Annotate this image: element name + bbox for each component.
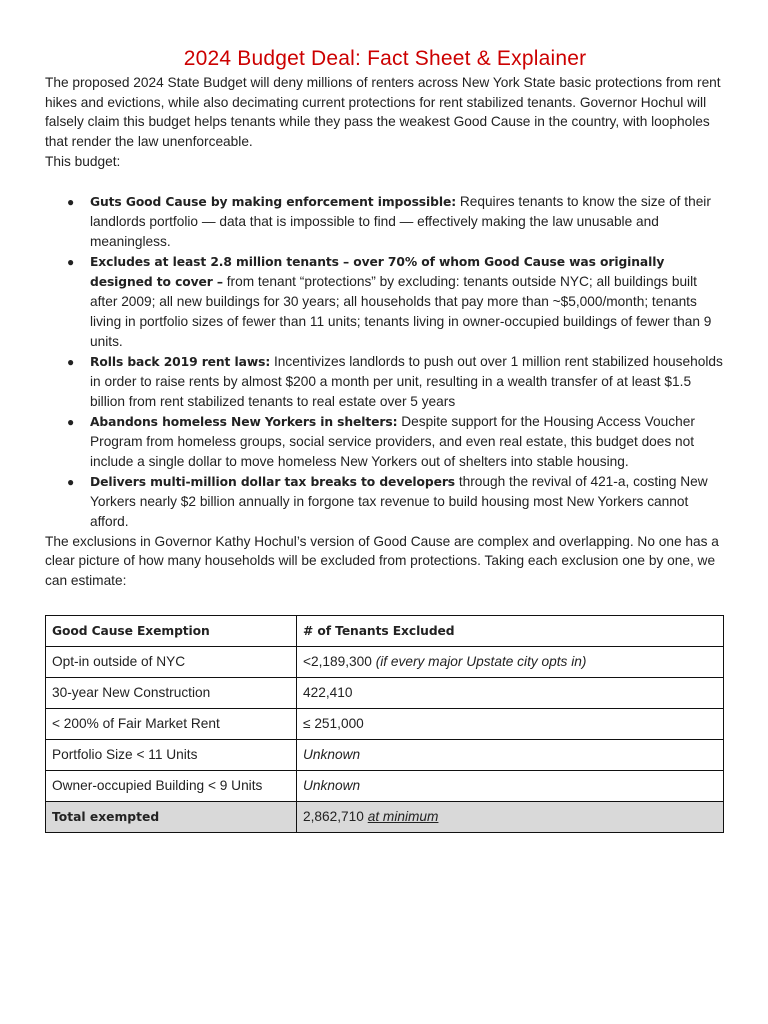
budget-impacts-list: [45, 192, 725, 532]
table-header-row: [46, 615, 724, 646]
total-value-cell: [297, 801, 724, 832]
fact-sheet-page: [45, 0, 725, 833]
tenants-excluded-cell: 422,410: [297, 677, 724, 708]
list-item: [45, 412, 725, 472]
bullet-icon: ●: [67, 474, 75, 489]
exemption-cell: < 200% of Fair Market Rent: [46, 708, 297, 739]
bullet-icon: ●: [67, 254, 75, 269]
table-row: [46, 708, 724, 739]
bullet-text: through the revival of 421-a, costing New Yorkers nearly $2 billion annually in forgone tax revenue to build housing most New Yorkers cannot afford.: [90, 473, 708, 529]
total-value: 2,862,710: [303, 809, 364, 825]
bullet-text: Incentivizes landlords to push out over 1 million rent stabilized households in order to raise rents by almost $200 a month per unit, resulting in a wealth transfer of at least $1.5 billion from rent stabilized tenants to real estate over 5 years: [90, 353, 723, 409]
total-note: at minimum: [367, 809, 439, 825]
bullet-heading: Abandons homeless New Yorkers in shelters:: [90, 414, 398, 429]
table-row: [46, 739, 724, 770]
column-header-tenants: # of Tenants Excluded: [297, 615, 724, 646]
tenants-value: <2,189,300: [303, 654, 372, 670]
intro-paragraph: The proposed 2024 State Budget will deny millions of renters across New York State basic protections from rent hikes and evictions, while also decimating current protections for rent stabilized tenants. Governor Hochul will falsely claim this budget helps tenants while they pass the weakest Good Cause in the country, with loopholes that render the law unenforceable.: [45, 75, 721, 150]
table-row: [46, 770, 724, 801]
bullet-heading: Rolls back 2019 rent laws:: [90, 354, 271, 369]
tenants-excluded-cell: Unknown: [297, 770, 724, 801]
table-total-row: [46, 801, 724, 832]
bullet-heading: Guts Good Cause by making enforcement impossible:: [90, 194, 457, 209]
table-row: [46, 646, 724, 677]
bullet-text: Despite support for the Housing Access Voucher Program from homeless groups, social service providers, and even real estate, this budget does not include a single dollar to move homeless New Yorkers out of shelters into stable housing.: [90, 413, 695, 469]
total-label-cell: Total exempted: [46, 801, 297, 832]
bullet-icon: ●: [67, 414, 75, 429]
bullet-heading: Delivers multi-million dollar tax breaks to developers: [90, 474, 456, 489]
page-title: 2024 Budget Deal: Fact Sheet & Explainer: [183, 47, 587, 70]
column-header-exemption: Good Cause Exemption: [46, 615, 297, 646]
lead-in: This budget:: [45, 153, 121, 169]
bullet-text: from tenant “protections” by excluding: tenants outside NYC; all buildings built after 2009; all new buildings for 30 years; all households that pay more than ~$5,000/month; tenants living in portfolio sizes of fewer than 11 units; tenants living in owner-occupied buildings of fewer than 9 units.: [90, 273, 712, 349]
bullet-heading: Excludes at least 2.8 million tenants – over 70% of whom Good Cause was originally designed to cover –: [90, 254, 665, 289]
exemption-cell: Portfolio Size < 11 Units: [46, 739, 297, 770]
list-item: [45, 192, 725, 252]
list-item: [45, 472, 725, 532]
list-item: [45, 352, 725, 412]
exemption-cell: 30-year New Construction: [46, 677, 297, 708]
exemption-cell: Owner-occupied Building < 9 Units: [46, 770, 297, 801]
tenants-excluded-cell: Unknown: [297, 739, 724, 770]
list-item: [45, 252, 725, 352]
bullet-text: Requires tenants to know the size of their landlords portfolio — data that is impossible to find — effectively making the law unusable and meaningless.: [90, 193, 711, 249]
tenants-excluded-cell: ≤ 251,000: [297, 708, 724, 739]
bullet-icon: ●: [67, 354, 75, 369]
table-row: [46, 677, 724, 708]
value-note: (if every major Upstate city opts in): [375, 654, 587, 670]
exemption-cell: Opt-in outside of NYC: [46, 646, 297, 677]
tenants-excluded-cell: [297, 646, 724, 677]
exemptions-table: [45, 615, 724, 833]
bullet-icon: ●: [67, 194, 75, 209]
closing-paragraph: The exclusions in Governor Kathy Hochul’s version of Good Cause are complex and overlapping. No one has a clear picture of how many households will be excluded from protections. Taking each exclusion one by one, we can estimate:: [45, 533, 719, 588]
